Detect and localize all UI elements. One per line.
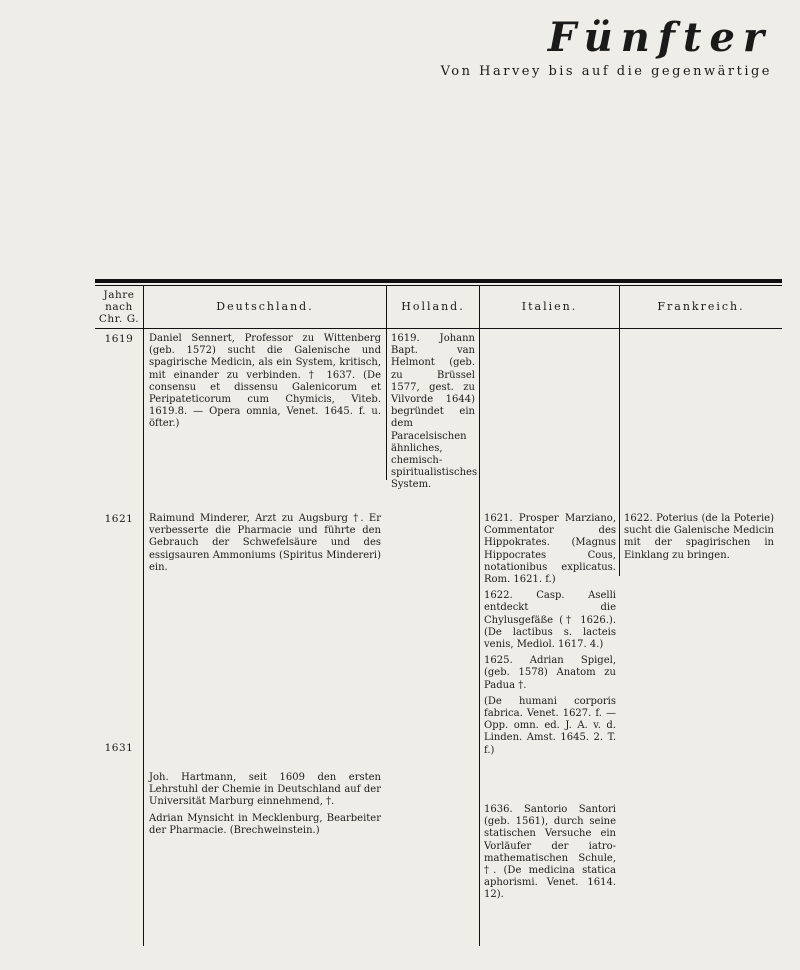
entry-italy: 1636. Santorio Santori (geb. 1561), durch seine statischen Versuche ein Vorläufer der iatro-mathematischen Schule, †. (De medicina statica aphorismi. Venet. 1614. 12). bbox=[484, 804, 616, 901]
column-divider bbox=[386, 286, 387, 480]
entry-paragraph: 1621. Prosper Marziano, Commentator des Hippokrates. (Magnus Hippocrates Cous, notationibus explicatus. Rom. 1621. f.) bbox=[484, 513, 616, 586]
page-title: Fünfter bbox=[547, 14, 772, 61]
column-divider bbox=[143, 286, 144, 946]
header-italy: Italien. bbox=[521, 300, 578, 313]
chronology-table bbox=[95, 286, 782, 946]
column-divider bbox=[479, 286, 480, 946]
entry-holland: 1619. Johann Bapt. van Helmont (geb. zu Brüssel 1577, gest. zu Vilvorde 1644) begründet ein dem Paracelsischen ähnliches, chemisch-spiritualistisches System. bbox=[391, 333, 478, 491]
entry-germany bbox=[149, 772, 381, 840]
header-germany: Deutschland. bbox=[216, 300, 314, 313]
header-year: Jahre nach Chr. G. bbox=[98, 289, 140, 325]
entry-paragraph: (De humani corporis fabrica. Venet. 1627. f. — Opp. omn. ed. J. A. v. d. Linden. Amst. 1645. 2. T. f.) bbox=[484, 695, 616, 756]
year-label: 1619 bbox=[104, 333, 134, 345]
page-subtitle: Von Harvey bis auf die gegenwärtige bbox=[440, 64, 772, 79]
entry-paragraph: Adrian Mynsicht in Mecklenburg, Bearbeiter der Pharmacie. (Brechweinstein.) bbox=[149, 812, 381, 836]
year-label: 1631 bbox=[104, 742, 134, 754]
entry-paragraph: Joh. Hartmann, seit 1609 den ersten Lehrstuhl der Chemie in Deutschland auf der Universität Marburg einnehmend, †. bbox=[149, 772, 381, 808]
entry-france: 1622. Poterius (de la Poterie) sucht die Galenische Medicin mit der spagirischen in Einklang zu bringen. bbox=[624, 513, 774, 561]
top-rule-thick bbox=[95, 279, 782, 283]
entry-italy bbox=[484, 513, 616, 760]
entry-paragraph: 1622. Casp. Aselli entdeckt die Chylusgefäße († 1626.). (De lactibus s. lacteis venis, Mediol. 1617. 4.) bbox=[484, 590, 616, 651]
entry-paragraph: 1625. Adrian Spigel, (geb. 1578) Anatom zu Padua †. bbox=[484, 655, 616, 691]
entry-germany: Daniel Sennert, Professor zu Wittenberg (geb. 1572) sucht die Galenische und spagirische Medicin, als ein System, kritisch, mit einander zu verbinden. † 1637. (De consensu et dissensu Galenicorum et Peripateticorum cum Chymicis, Viteb. 1619.8. — Opera omnia, Venet. 1645. f. u. öfter.) bbox=[149, 333, 381, 430]
header-france: Frankreich. bbox=[657, 300, 745, 313]
year-label: 1621 bbox=[104, 513, 134, 525]
header-holland: Holland. bbox=[401, 300, 465, 313]
column-divider bbox=[619, 286, 620, 576]
table-header-row bbox=[95, 286, 782, 329]
entry-germany: Raimund Minderer, Arzt zu Augsburg †. Er verbesserte die Pharmacie und führte den Gebrauch der Schwefelsäure und des essigsauren Ammoniums (Spiritus Mindereri) ein. bbox=[149, 513, 381, 573]
